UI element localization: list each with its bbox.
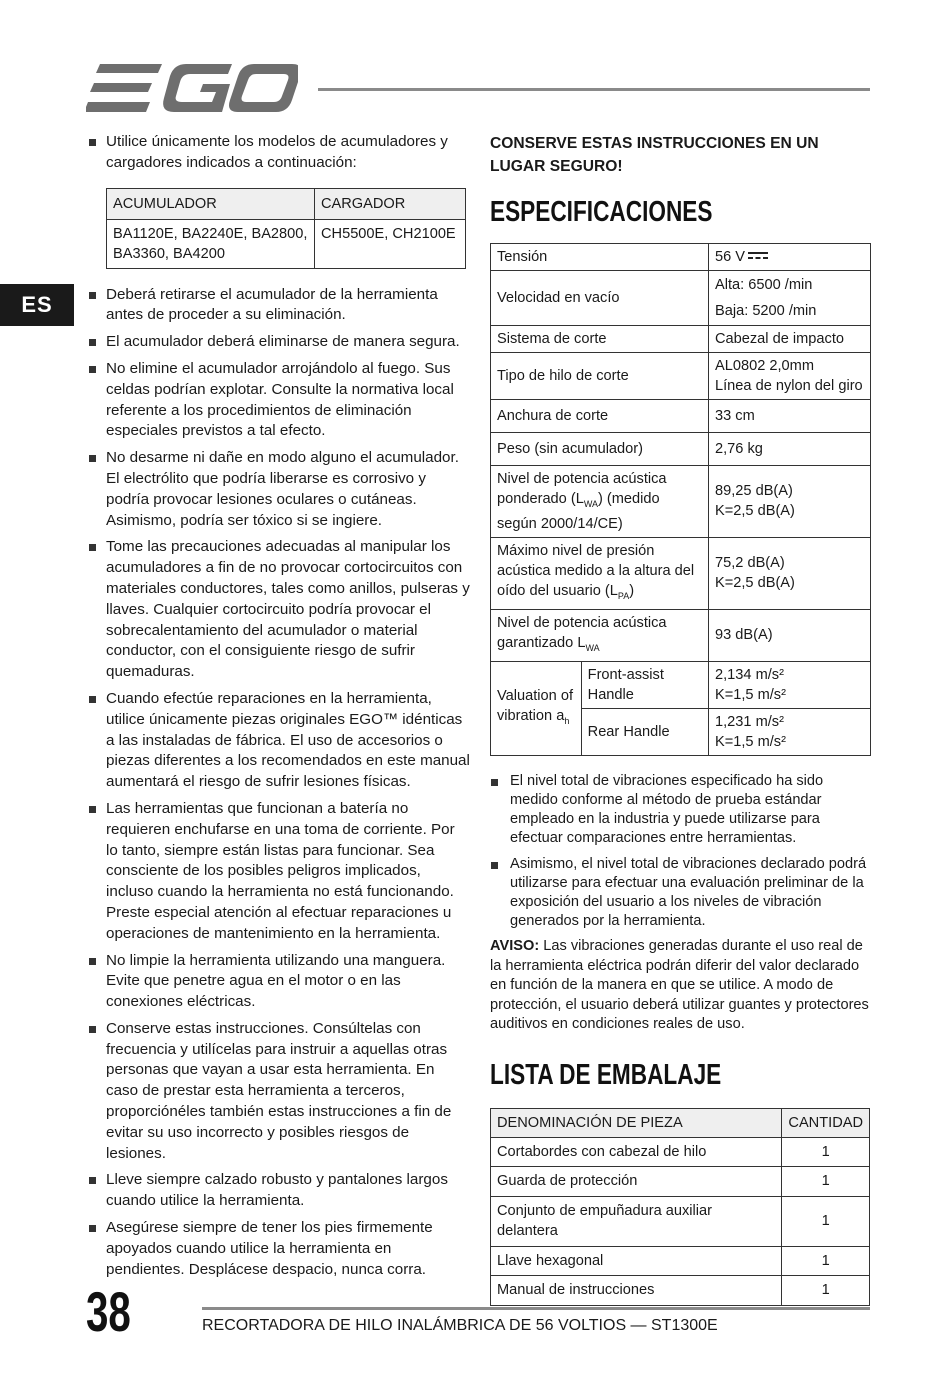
list-item: Deberá retirarse el acumulador de la herramienta antes de proceder a su eliminación. (88, 285, 470, 327)
table-row (491, 1246, 870, 1276)
spec-value: 93 dB(A) (709, 609, 871, 661)
table-cell: 1 (782, 1246, 870, 1276)
table-cell: 1 (782, 1276, 870, 1306)
list-item: No desarme ni dañe en modo alguno el acumulador. El electrólito que podría liberarse es corrosivo y podría provocar lesiones oculares o cutáneas. Asimismo, podría ser tóxico si se ingiere. (88, 448, 470, 531)
vibration-list (490, 772, 872, 932)
list-item: El acumulador deberá eliminarse de manera segura. (88, 332, 470, 353)
spec-value: 33 cm (709, 400, 871, 433)
list-item: Asegúrese siempre de tener los pies firmemente apoyados cuando utilice la herramienta en pendientes. Desplácese despacio, nunca corra. (88, 1218, 470, 1280)
list-item: No elimine el acumulador arrojándolo al fuego. Sus celdas podrían explotar. Consulte la normativa local referente a los procedimientos de eliminación especiales previstos a tal efecto. (88, 359, 470, 442)
intro-list (88, 132, 470, 174)
notice-text: Las vibraciones generadas durante el uso real de la herramienta eléctrica podrán diferir del valor declarado en función de la manera en que se utilice. A modo de protección, el usuario deberá utilizar guantes y protectores auditivos en condiciones reales de uso. (490, 938, 869, 1033)
list-item: El nivel total de vibraciones especificado ha sido medido conforme al método de prueba estándar empleado en la industria y puede utilizarse para efectuar comparaciones entre herramientas. (490, 772, 872, 849)
table-header: CANTIDAD (782, 1108, 870, 1137)
table-header: CARGADOR (315, 188, 466, 219)
specifications-table (490, 243, 871, 756)
table-cell: Llave hexagonal (491, 1246, 782, 1276)
table-row (491, 1137, 870, 1167)
list-item: No limpie la herramienta utilizando una manguera. Evite que penetre agua en el motor o en las conexiones eléctricas. (88, 951, 470, 1013)
spec-label: Sistema de corte (491, 326, 709, 353)
spec-sublabel: Rear Handle (581, 708, 708, 755)
safety-list (88, 285, 470, 1281)
notice-label: AVISO: (490, 938, 540, 955)
spec-label: Anchura de corte (491, 400, 709, 433)
spec-value: 2,76 kg (709, 433, 871, 466)
list-item: Tome las precauciones adecuadas al manipular los acumuladores a fin de no provocar cortocircuitos con materiales conductores, tales como anillos, pulseras y llaves. Cualquier cortocircuito podría provocar el sobrecalentamiento del acumulador o material conductor, con el consiguiente riesgo de sufrir quemaduras. (88, 537, 470, 683)
table-row (491, 1276, 870, 1306)
table-header: DENOMINACIÓN DE PIEZA (491, 1108, 782, 1137)
spec-label: Velocidad en vacío (491, 271, 709, 326)
list-item: Las herramientas que funcionan a batería no requieren enchufarse en una toma de corriente. Por lo tanto, siempre están listas para funcionar. Sea consciente de los posibles peligros implicados, incluso cuando la herramienta no está funcionando. Preste especial atención al efectuar reparaciones u operaciones de mantenimiento en la herramienta. (88, 799, 470, 945)
spec-label: Valuation of vibration $a_h$ (491, 661, 582, 755)
table-cell: CH5500E, CH2100E (315, 219, 466, 268)
table-row (491, 1167, 870, 1197)
spec-label: Tipo de hilo de corte (491, 353, 709, 400)
table-header: ACUMULADOR (107, 188, 315, 219)
spec-value: 2,134 m/s² K=1,5 m/s² (709, 661, 871, 708)
language-tab: ES (0, 284, 74, 326)
spec-label: Nivel de potencia acústica ponderado $(L_{WA})$ (medido según 2000/14/CE) (491, 466, 709, 538)
line-type-value: AL0802 2,0mm (715, 358, 814, 374)
spec-value: 75,2 dB(A) K=2,5 dB(A) (709, 537, 871, 609)
packing-list-table (490, 1108, 870, 1306)
list-item: Utilice únicamente los modelos de acumuladores y cargadores indicados a continuación: (88, 132, 470, 174)
ego-logo (86, 62, 298, 114)
left-column (88, 132, 470, 1286)
footer-title: RECORTADORA DE HILO INALÁMBRICA DE 56 VOLTIOS — ST1300E (202, 1317, 718, 1334)
table-cell: Conjunto de empuñadura auxiliar delantera (491, 1196, 782, 1246)
table-cell: Guarda de protección (491, 1167, 782, 1197)
right-column (490, 132, 872, 1306)
spec-value (709, 244, 871, 271)
spec-label: Máximo nivel de presión acústica medido a la altura del oído del usuario $(L_{PA})$ (491, 537, 709, 609)
table-cell: 1 (782, 1196, 870, 1246)
dc-symbol-icon (748, 252, 768, 260)
notice-paragraph (490, 937, 872, 1035)
spec-value: Cabezal de impacto (709, 326, 871, 353)
spec-value: 1,231 m/s² K=1,5 m/s² (709, 708, 871, 755)
spec-value: Alta: 6500 /min (709, 271, 871, 299)
line-type-value: Línea de nylon del giro (715, 378, 863, 394)
specifications-title: ESPECIFICACIONES (490, 196, 713, 228)
list-item: Lleve siempre calzado robusto y pantalones largos cuando utilice la herramienta. (88, 1170, 470, 1212)
table-cell: Manual de instrucciones (491, 1276, 782, 1306)
table-cell: 1 (782, 1137, 870, 1167)
table-cell: BA1120E, BA2240E, BA2800, BA3360, BA4200 (107, 219, 315, 268)
spec-value: Baja: 5200 /min (709, 298, 871, 326)
list-item: Cuando efectúe reparaciones en la herramienta, utilice únicamente piezas originales EGO™ idénticas a las instaladas de fábrica. El uso de accesorios o piezas diferentes a los recomendados en este manual aumentará el riesgo de sufrir lesiones físicas. (88, 689, 470, 793)
spec-sublabel: Front-assist Handle (581, 661, 708, 708)
table-cell: Cortabordes con cabezal de hilo (491, 1137, 782, 1167)
footer-rule (202, 1307, 870, 1310)
table-cell: 1 (782, 1167, 870, 1197)
list-item: Conserve estas instrucciones. Consúltelas con frecuencia y utilícelas para instruir a aquellas otras personas que vayan a usar esta herramienta. En caso de prestar esta herramienta a terceros, proporciónéles también estas instrucciones a fin de evitar su uso incorrecto y posibles riesgos de lesiones. (88, 1019, 470, 1165)
list-item: Asimismo, el nivel total de vibraciones declarado podrá utilizarse para efectuar una evaluación preliminar de la exposición del usuario a los niveles de vibración generados por la herramienta. (490, 855, 872, 932)
tension-value: 56 V (715, 249, 746, 265)
spec-label: Tensión (491, 244, 709, 271)
spec-value: 89,25 dB(A) K=2,5 dB(A) (709, 466, 871, 538)
packing-list-title: LISTA DE EMBALAJE (490, 1058, 722, 1091)
spec-label: Peso (sin acumulador) (491, 433, 709, 466)
page-number: 38 (86, 1280, 131, 1343)
spec-value (709, 353, 871, 400)
spec-label: Nivel de potencia acústica garantizado $L_{WA}$ (491, 609, 709, 661)
table-row (491, 1196, 870, 1246)
battery-charger-table (106, 188, 466, 269)
header-rule (318, 88, 870, 91)
keep-instructions-heading: CONSERVE ESTAS INSTRUCCIONES EN UN LUGAR SEGURO! (490, 135, 819, 175)
